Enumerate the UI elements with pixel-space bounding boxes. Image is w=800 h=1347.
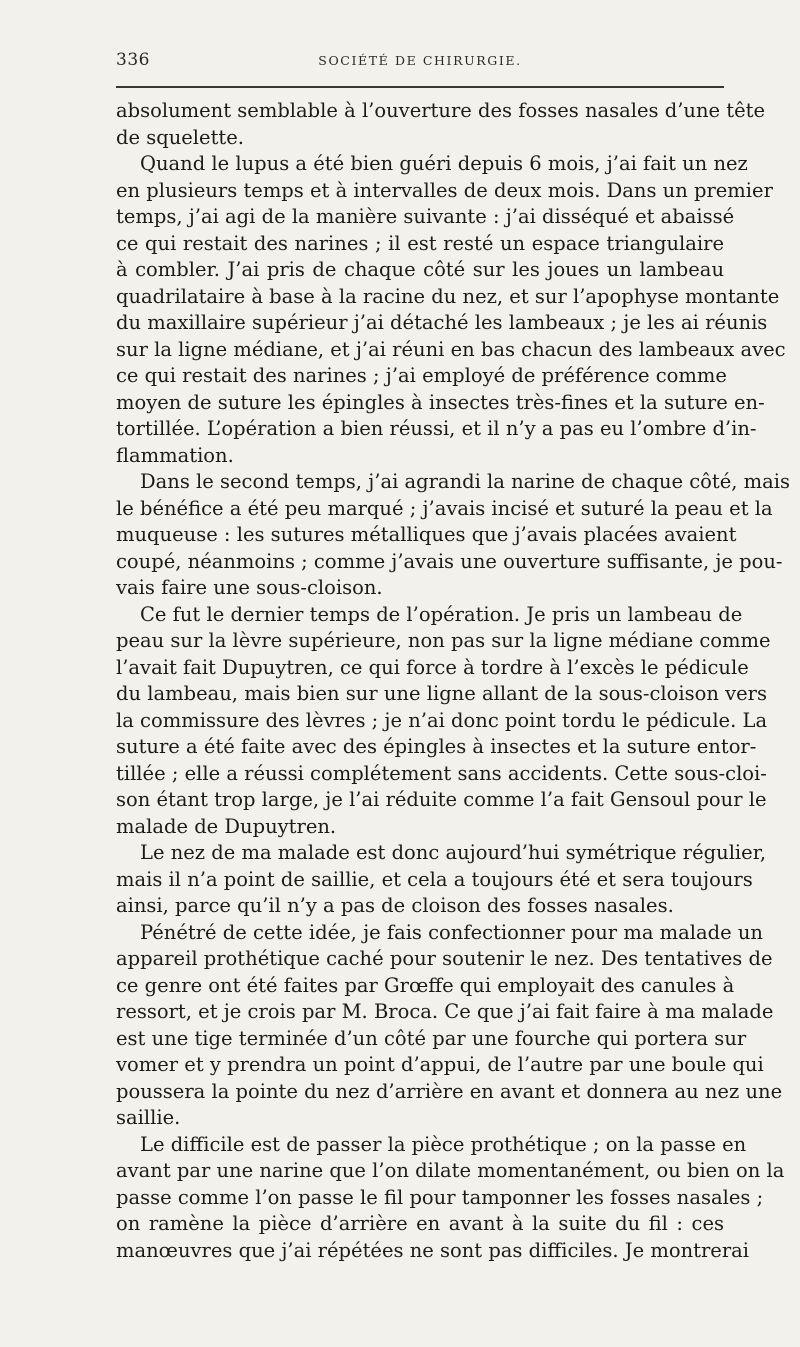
text-line: mais il n’a point de saillie, et cela a toujours été et sera toujours bbox=[116, 867, 753, 891]
paragraph bbox=[116, 602, 771, 841]
body-text bbox=[116, 98, 791, 1264]
text-line: temps, j’ai agi de la manière suivante : j’ai disséqué et abaissé bbox=[116, 205, 735, 228]
text-line: moyen de suture les épingles à insectes très-fines et la suture en- bbox=[116, 390, 765, 414]
text-line: tillée ; elle a réussi complétement sans accidents. Cette sous-cloi- bbox=[116, 761, 767, 785]
text-line: coupé, néanmoins ; comme j’avais une ouverture suffisante, je pou- bbox=[116, 549, 783, 573]
text-line: la commissure des lèvres ; je n’ai donc point tordu le pédicule. La bbox=[116, 708, 768, 732]
text-line: poussera la pointe du nez d’arrière en avant et donnera au nez une bbox=[116, 1079, 783, 1103]
paragraph bbox=[116, 151, 786, 469]
text-line: quadrilataire à base à la racine du nez, et sur l’apophyse montante bbox=[116, 284, 780, 308]
text-line: absolument semblable à l’ouverture des fosses nasales d’une tête bbox=[116, 99, 766, 122]
text-line: Le nez de ma malade est donc aujourd’hui symétrique régulier, bbox=[140, 841, 767, 864]
text-line: ce genre ont été faites par Grœffe qui employait des canules à bbox=[116, 973, 735, 997]
text-line: sur la ligne médiane, et j’ai réuni en bas chacun des lambeaux avec bbox=[116, 337, 786, 361]
text-line: vais faire une sous-cloison. bbox=[116, 576, 383, 599]
text-line: de squelette. bbox=[116, 125, 244, 149]
text-line: à combler. J’ai pris de chaque côté sur les joues un lambeau bbox=[116, 258, 724, 281]
paragraph bbox=[116, 920, 783, 1132]
text-line: du lambeau, mais bien sur une ligne allant de la sous-cloison vers bbox=[116, 682, 767, 705]
text-line: ressort, et je crois par M. Broca. Ce que j’ai fait faire à ma malade bbox=[116, 1000, 774, 1023]
running-title: SOCIÉTÉ DE CHIRURGIE. bbox=[318, 53, 522, 68]
paragraph bbox=[116, 98, 766, 151]
text-line: appareil prothétique caché pour soutenir le nez. Des tentatives de bbox=[116, 947, 773, 970]
text-line: on ramène la pièce d’arrière en avant à la suite du fil : ces bbox=[116, 1212, 724, 1235]
text-line: Quand le lupus a été bien guéri depuis 6 mois, j’ai fait un nez bbox=[140, 152, 748, 175]
text-line: tortillée. L’opération a bien réussi, et il n’y a pas eu l’ombre d’in- bbox=[116, 417, 757, 440]
text-line: manœuvres que j’ai répétées ne sont pas difficiles. Je montrerai bbox=[116, 1238, 750, 1262]
text-line: Le difficile est de passer la pièce prothétique ; on la passe en bbox=[140, 1132, 747, 1156]
text-line: du maxillaire supérieur j’ai détaché les lambeaux ; je les ai réunis bbox=[116, 311, 768, 334]
text-line: flammation. bbox=[116, 443, 234, 467]
text-line: vomer et y prendra un point d’appui, de l’autre par une boule qui bbox=[116, 1053, 764, 1076]
text-line: est une tige terminée d’un côté par une fourche qui portera sur bbox=[116, 1026, 747, 1050]
text-line: Ce fut le dernier temps de l’opération. Je pris un lambeau de bbox=[140, 602, 743, 626]
text-line: ce qui restait des narines ; j’ai employé de préférence comme bbox=[116, 364, 727, 387]
text-line: passe comme l’on passe le fil pour tamponner les fosses nasales ; bbox=[116, 1185, 764, 1209]
text-line: son étant trop large, je l’ai réduite comme l’a fait Gensoul pour le bbox=[116, 788, 767, 811]
text-line: Pénétré de cette idée, je fais confectionner pour ma malade un bbox=[140, 920, 763, 944]
text-line: ce qui restait des narines ; il est resté un espace triangulaire bbox=[116, 231, 724, 255]
page-number: 336 bbox=[116, 50, 150, 70]
text-line: en plusieurs temps et à intervalles de deux mois. Dans un premier bbox=[116, 178, 773, 202]
text-line: saillie. bbox=[116, 1106, 181, 1129]
paragraph bbox=[116, 469, 791, 602]
text-line: le bénéfice a été peu marqué ; j’avais incisé et suturé la peau et la bbox=[116, 496, 773, 520]
text-line: l’avait fait Dupuytren, ce qui force à tordre à l’excès le pédicule bbox=[116, 655, 749, 679]
text-line: suture a été faite avec des épingles à insectes et la suture entor- bbox=[116, 735, 757, 758]
text-line: avant par une narine que l’on dilate momentanément, ou bien on la bbox=[116, 1159, 785, 1182]
paragraph bbox=[116, 840, 767, 920]
text-line: peau sur la lèvre supérieure, non pas sur la ligne médiane comme bbox=[116, 629, 771, 652]
header-rule bbox=[116, 86, 724, 88]
text-line: Dans le second temps, j’ai agrandi la narine de chaque côté, mais bbox=[140, 470, 791, 493]
text-line: muqueuse : les sutures métalliques que j’avais placées avaient bbox=[116, 523, 737, 546]
text-line: malade de Dupuytren. bbox=[116, 814, 337, 838]
paragraph bbox=[116, 1132, 785, 1265]
page-header bbox=[116, 46, 724, 78]
text-line: ainsi, parce qu’il n’y a pas de cloison des fosses nasales. bbox=[116, 894, 674, 917]
